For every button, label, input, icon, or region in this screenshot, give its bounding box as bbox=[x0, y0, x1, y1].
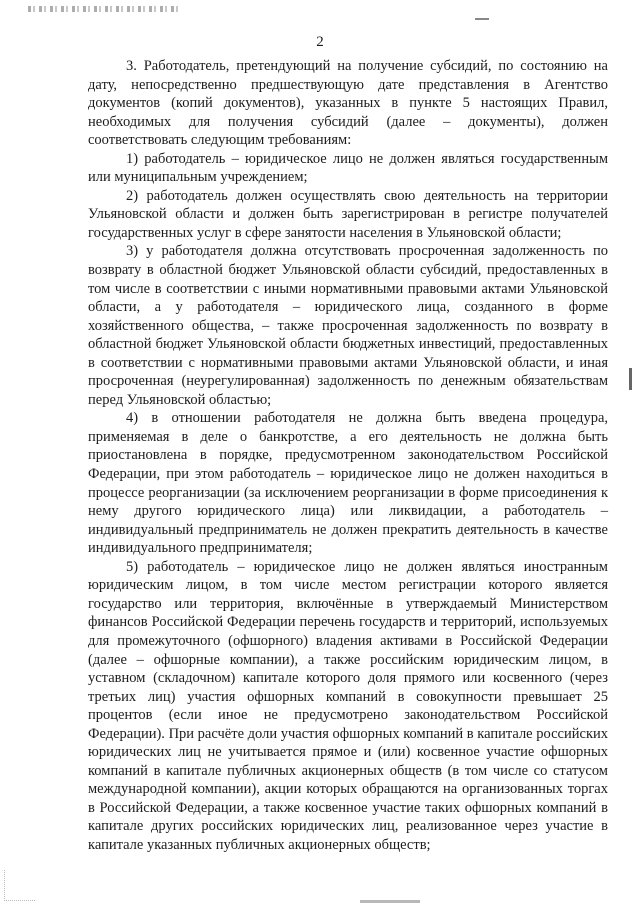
paragraph-subitem-4: 4) в отношении работодателя не должна быть введена процедура, применяемая в деле о банкротстве, а его деятельность не должна быть приостановлена в порядке, предусмотренном законодательством Российской Федерации, при этом работодатель – юридическое лицо не должен находиться в процессе реорганизации (за исключением реорганизации в форме присоединения к нему другого юридического лица) или ликвидации, а работодатель – индивидуальный предприниматель не должен прекратить деятельность в качестве индивидуального предпринимателя; bbox=[88, 410, 608, 557]
paragraph-item-3: 3. Работодатель, претендующий на получение субсидий, по состоянию на дату, непосредственно предшествующую дате представления в Агентство документов (копий документов), указанных в пункте 5 настоящих Правил, необходимых для получения субсидий (далее – документы), должен соответствовать следующим требованиям: bbox=[88, 58, 608, 149]
scan-artifact-corner bbox=[4, 870, 35, 901]
document-body bbox=[88, 57, 608, 855]
paragraph-subitem-5: 5) работодатель – юридическое лицо не должен являться иностранным юридическим лицом, в том числе местом регистрации которого является государство или территория, включённые в утверждаемый Министерством финансов Российской Федерации перечень государств и территорий, используемых для промежуточного (офшорного) владения активами в Российской Федерации (далее – офшорные компании), а также российским юридическим лицом, в уставном (складочном) капитале которого доля прямого или косвенного (через третьих лиц) участия офшорных компаний в совокупности превышает 25 процентов (если иное не предусмотрено законодательством Российской Федерации). При расчёте доли участия офшорных компаний в капитале российских юридических лиц не учитывается прямое и (или) косвенное участие офшорных компаний в капитале публичных акционерных обществ (в том числе со статусом международной компании), акции которых обращаются на организованных торгах в Российской Федерации, а также косвенное участие таких офшорных компаний в капитале других российских юридических лиц, реализованное через участие в капитале указанных публичных акционерных обществ; bbox=[88, 558, 608, 853]
page-number: 2 bbox=[316, 34, 324, 50]
paragraph-subitem-2: 2) работодатель должен осуществлять свою деятельность на территории Ульяновской области и должен быть зарегистрирован в регистре получателей государственных услуг в сфере занятости населения в Ульяновской области; bbox=[88, 187, 608, 241]
scan-artifact-bottom bbox=[360, 900, 420, 903]
paragraph-subitem-3: 3) у работодателя должна отсутствовать просроченная задолженность по возврату в областной бюджет Ульяновской области субсидий, предоставленных в том числе в соответствии с иными нормативными правовыми актами Ульяновской области, а у работодателя – юридического лица, созданного в форме хозяйственного общества, – также просроченная задолженность по возврату в областной бюджет Ульяновской области бюджетных инвестиций, предоставленных в соответствии с нормативными правовыми актами Ульяновской области, и иная просроченная (неурегулированная) задолженность по денежным обязательствам перед Ульяновской областью; bbox=[88, 243, 608, 408]
scan-artifact-right bbox=[629, 368, 632, 390]
scan-artifact-top bbox=[28, 6, 178, 12]
paragraph-subitem-1: 1) работодатель – юридическое лицо не должен являться государственным или муниципальным учреждением; bbox=[88, 150, 608, 186]
scan-artifact-dash bbox=[475, 18, 489, 20]
